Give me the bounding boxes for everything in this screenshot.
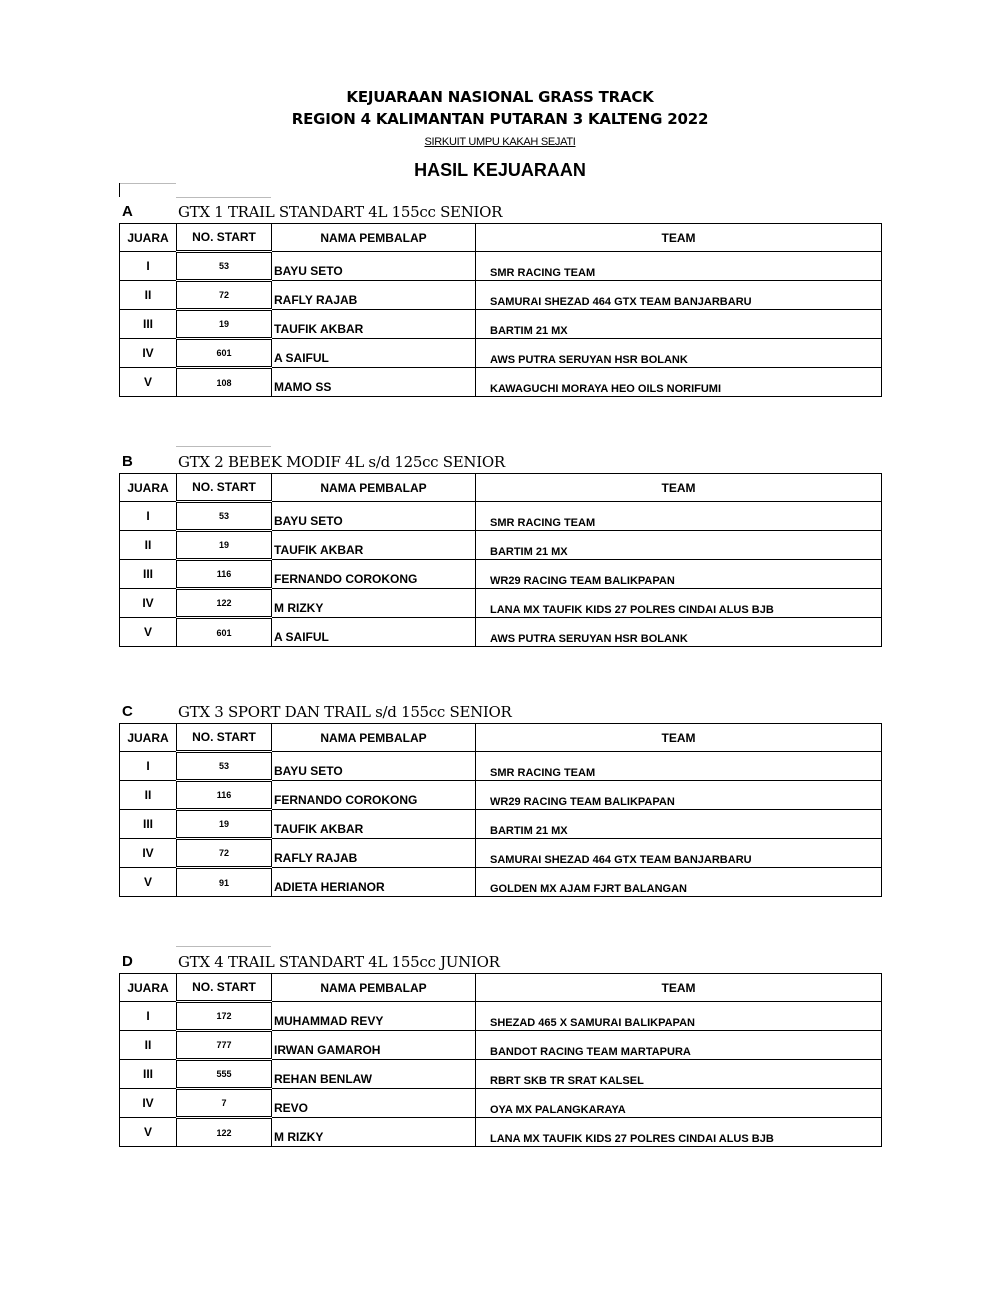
table-row — [120, 560, 882, 589]
header-no-start: NO. START — [177, 474, 272, 502]
start-number-cell: 19 — [177, 531, 272, 560]
rider-name-cell: REHAN BENLAW — [272, 1060, 476, 1089]
table-row — [120, 868, 882, 897]
rider-name-cell: MUHAMMAD REVY — [272, 1002, 476, 1031]
rank-cell: II — [120, 281, 177, 310]
start-number-cell: 122 — [177, 1118, 272, 1147]
rider-name-cell: A SAIFUL — [272, 339, 476, 368]
divider-line — [176, 197, 271, 198]
team-cell: LANA MX TAUFIK KIDS 27 POLRES CINDAI ALUS BJB — [476, 1118, 882, 1147]
start-number-cell: 72 — [177, 839, 272, 868]
rank-cell: IV — [120, 1089, 177, 1118]
start-number-cell: 116 — [177, 560, 272, 589]
table-row — [120, 810, 882, 839]
header-juara: JUARA — [120, 724, 177, 752]
section-title: GTX 1 TRAIL STANDART 4L 155cc SENIOR — [178, 203, 503, 221]
results-table — [119, 473, 882, 647]
section-title: GTX 2 BEBEK MODIF 4L s/d 125cc SENIOR — [178, 453, 505, 471]
rider-name-cell: FERNANDO COROKONG — [272, 560, 476, 589]
rank-cell: I — [120, 752, 177, 781]
venue-name: SIRKUIT UMPU KAKAH SEJATI — [424, 136, 576, 148]
header-team: TEAM — [476, 224, 882, 252]
header-nama: NAMA PEMBALAP — [272, 224, 476, 252]
rider-name-cell: REVO — [272, 1089, 476, 1118]
header-nama: NAMA PEMBALAP — [272, 474, 476, 502]
start-number-cell: 53 — [177, 752, 272, 781]
start-number-cell: 777 — [177, 1031, 272, 1060]
rider-name-cell: M RIZKY — [272, 1118, 476, 1147]
rider-name-cell: BAYU SETO — [272, 502, 476, 531]
table-row — [120, 310, 882, 339]
team-cell: BANDOT RACING TEAM MARTAPURA — [476, 1031, 882, 1060]
section-a — [119, 203, 881, 397]
text-cursor — [119, 183, 120, 197]
start-number-cell: 53 — [177, 252, 272, 281]
team-cell: OYA MX PALANGKARAYA — [476, 1089, 882, 1118]
start-number-cell: 601 — [177, 618, 272, 647]
table-row — [120, 781, 882, 810]
team-cell: BARTIM 21 MX — [476, 531, 882, 560]
table-header-row — [120, 974, 882, 1002]
start-number-cell: 72 — [177, 281, 272, 310]
section-letter: B — [122, 453, 133, 470]
table-header-row — [120, 474, 882, 502]
divider-line — [176, 946, 271, 947]
start-number-cell: 19 — [177, 810, 272, 839]
team-cell: AWS PUTRA SERUYAN HSR BOLANK — [476, 339, 882, 368]
start-number-cell: 555 — [177, 1060, 272, 1089]
team-cell: SMR RACING TEAM — [476, 502, 882, 531]
team-cell: SMR RACING TEAM — [476, 252, 882, 281]
team-cell: LANA MX TAUFIK KIDS 27 POLRES CINDAI ALUS BJB — [476, 589, 882, 618]
team-cell: BARTIM 21 MX — [476, 810, 882, 839]
table-row — [120, 839, 882, 868]
rank-cell: III — [120, 810, 177, 839]
section-letter: A — [122, 203, 133, 220]
table-row — [120, 1118, 882, 1147]
table-row — [120, 1060, 882, 1089]
team-cell: GOLDEN MX AJAM FJRT BALANGAN — [476, 868, 882, 897]
section-b — [119, 453, 881, 647]
rank-cell: II — [120, 531, 177, 560]
start-number-cell: 91 — [177, 868, 272, 897]
rider-name-cell: BAYU SETO — [272, 252, 476, 281]
table-header-row — [120, 224, 882, 252]
results-table — [119, 973, 882, 1147]
start-number-cell: 7 — [177, 1089, 272, 1118]
start-number-cell: 172 — [177, 1002, 272, 1031]
header-no-start: NO. START — [177, 224, 272, 252]
event-title: KEJUARAAN NASIONAL GRASS TRACK — [346, 88, 654, 106]
rank-cell: V — [120, 618, 177, 647]
rank-cell: III — [120, 560, 177, 589]
header-juara: JUARA — [120, 974, 177, 1002]
team-cell: SAMURAI SHEZAD 464 GTX TEAM BANJARBARU — [476, 839, 882, 868]
rider-name-cell: MAMO SS — [272, 368, 476, 397]
start-number-cell: 53 — [177, 502, 272, 531]
team-cell: WR29 RACING TEAM BALIKPAPAN — [476, 781, 882, 810]
team-cell: SHEZAD 465 X SAMURAI BALIKPAPAN — [476, 1002, 882, 1031]
team-cell: SAMURAI SHEZAD 464 GTX TEAM BANJARBARU — [476, 281, 882, 310]
section-letter: D — [122, 953, 133, 970]
header-juara: JUARA — [120, 474, 177, 502]
rider-name-cell: A SAIFUL — [272, 618, 476, 647]
start-number-cell: 122 — [177, 589, 272, 618]
results-heading: HASIL KEJUARAAN — [414, 160, 586, 180]
team-cell: AWS PUTRA SERUYAN HSR BOLANK — [476, 618, 882, 647]
start-number-cell: 108 — [177, 368, 272, 397]
rank-cell: IV — [120, 589, 177, 618]
divider-line — [120, 183, 176, 184]
section-title: GTX 3 SPORT DAN TRAIL s/d 155cc SENIOR — [178, 703, 512, 721]
table-row — [120, 1002, 882, 1031]
start-number-cell: 116 — [177, 781, 272, 810]
rank-cell: V — [120, 868, 177, 897]
rank-cell: V — [120, 368, 177, 397]
results-table — [119, 723, 882, 897]
header-team: TEAM — [476, 724, 882, 752]
rider-name-cell: TAUFIK AKBAR — [272, 310, 476, 339]
table-row — [120, 1031, 882, 1060]
start-number-cell: 601 — [177, 339, 272, 368]
section-d — [119, 953, 881, 1147]
rank-cell: I — [120, 1002, 177, 1031]
rider-name-cell: RAFLY RAJAB — [272, 281, 476, 310]
rider-name-cell: RAFLY RAJAB — [272, 839, 476, 868]
rider-name-cell: BAYU SETO — [272, 752, 476, 781]
rider-name-cell: TAUFIK AKBAR — [272, 810, 476, 839]
table-header-row — [120, 724, 882, 752]
rank-cell: IV — [120, 839, 177, 868]
header-no-start: NO. START — [177, 724, 272, 752]
table-row — [120, 281, 882, 310]
divider-line — [176, 446, 271, 447]
rank-cell: II — [120, 1031, 177, 1060]
table-row — [120, 252, 882, 281]
team-cell: KAWAGUCHI MORAYA HEO OILS NORIFUMI — [476, 368, 882, 397]
rank-cell: III — [120, 310, 177, 339]
header-no-start: NO. START — [177, 974, 272, 1002]
table-row — [120, 1089, 882, 1118]
rank-cell: V — [120, 1118, 177, 1147]
rank-cell: I — [120, 502, 177, 531]
team-cell: RBRT SKB TR SRAT KALSEL — [476, 1060, 882, 1089]
table-row — [120, 589, 882, 618]
section-letter: C — [122, 703, 133, 720]
rank-cell: II — [120, 781, 177, 810]
rider-name-cell: FERNANDO COROKONG — [272, 781, 476, 810]
rider-name-cell: ADIETA HERIANOR — [272, 868, 476, 897]
header-team: TEAM — [476, 974, 882, 1002]
table-row — [120, 368, 882, 397]
section-title: GTX 4 TRAIL STANDART 4L 155cc JUNIOR — [178, 953, 500, 971]
table-row — [120, 752, 882, 781]
table-row — [120, 339, 882, 368]
header-juara: JUARA — [120, 224, 177, 252]
team-cell: SMR RACING TEAM — [476, 752, 882, 781]
rider-name-cell: TAUFIK AKBAR — [272, 531, 476, 560]
rank-cell: III — [120, 1060, 177, 1089]
header-nama: NAMA PEMBALAP — [272, 974, 476, 1002]
table-row — [120, 502, 882, 531]
section-c — [119, 703, 881, 897]
rank-cell: IV — [120, 339, 177, 368]
team-cell: BARTIM 21 MX — [476, 310, 882, 339]
table-row — [120, 618, 882, 647]
table-row — [120, 531, 882, 560]
header-team: TEAM — [476, 474, 882, 502]
rider-name-cell: IRWAN GAMAROH — [272, 1031, 476, 1060]
start-number-cell: 19 — [177, 310, 272, 339]
rank-cell: I — [120, 252, 177, 281]
rider-name-cell: M RIZKY — [272, 589, 476, 618]
event-subtitle: REGION 4 KALIMANTAN PUTARAN 3 KALTENG 2022 — [291, 110, 709, 128]
team-cell: WR29 RACING TEAM BALIKPAPAN — [476, 560, 882, 589]
results-table — [119, 223, 882, 397]
header-nama: NAMA PEMBALAP — [272, 724, 476, 752]
